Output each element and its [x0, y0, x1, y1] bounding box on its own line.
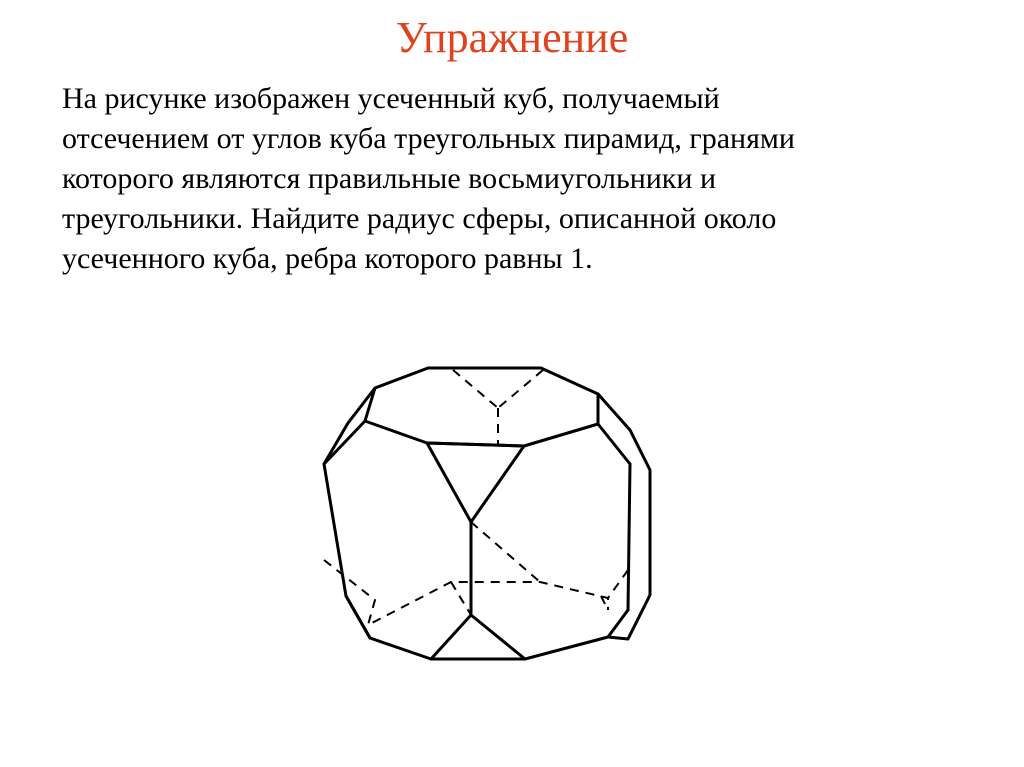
problem-line-2: отсечением от углов куба треугольных пирамид, гранями: [62, 122, 795, 155]
problem-line-4: треугольники. Найдите радиус сферы, описанной около: [62, 202, 777, 235]
left-bottom-edge: [346, 596, 370, 638]
problem-statement: [62, 79, 795, 279]
hidden-top-left: [453, 370, 498, 408]
outline: [324, 368, 650, 659]
problem-line-3: которого являются правильные восьмиугольники и: [62, 162, 716, 195]
problem-line-5: усеченного куба, ребра которого равны 1.: [62, 242, 593, 275]
truncated-cube-drawing: [318, 360, 658, 670]
bottom-triangle: [431, 615, 525, 659]
top-octagon-front: [365, 388, 598, 446]
hidden-right-lower: [608, 570, 628, 598]
front-triangle: [427, 443, 524, 522]
hidden-bottom-left: [451, 582, 471, 615]
hidden-bottom-octagon: [324, 560, 608, 625]
truncated-cube-figure: [318, 360, 658, 670]
hidden-top-right: [498, 370, 543, 408]
right-side-edge: [628, 464, 630, 610]
right-bottom-edge: [608, 610, 628, 637]
hidden-inner-diagonal: [471, 522, 540, 582]
visible-edges: [324, 368, 650, 659]
problem-line-1: На рисунке изображен усеченный куб, получаемый: [62, 82, 720, 115]
right-upper-edge: [598, 424, 630, 464]
slide-title: Упражнение: [395, 13, 629, 62]
